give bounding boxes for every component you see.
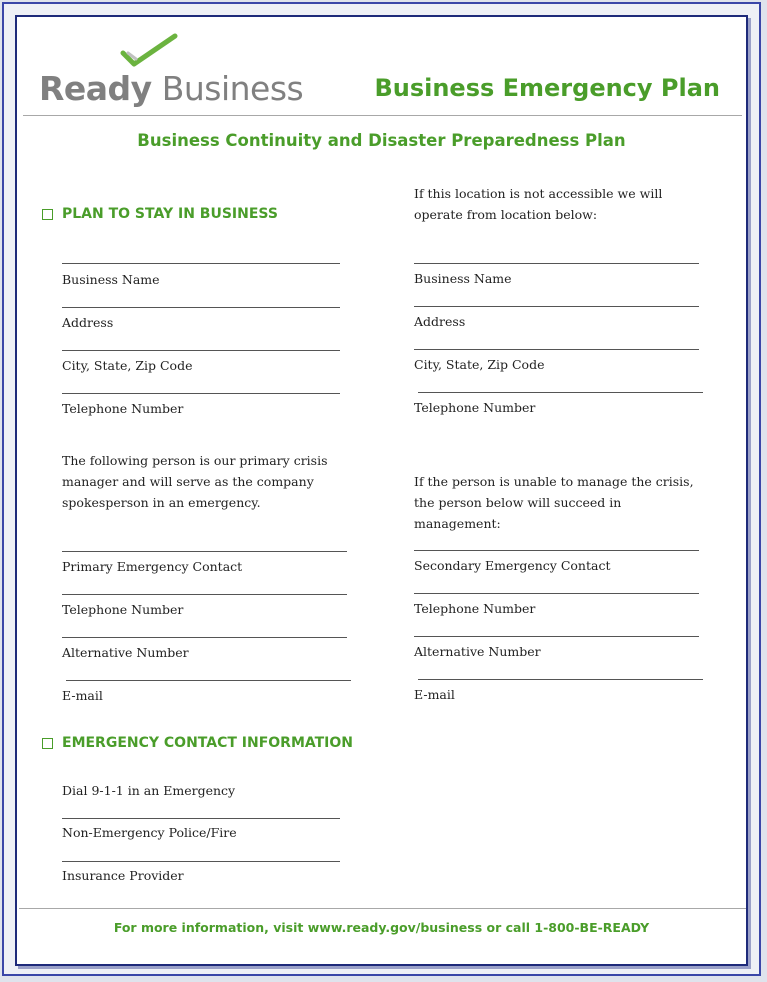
document-title: Business Emergency Plan <box>374 74 720 102</box>
primary-alt-number-label: Alternative Number <box>62 645 189 660</box>
secondary-telephone-line[interactable] <box>414 593 699 594</box>
address-label: Address <box>62 315 114 330</box>
document-subtitle: Business Continuity and Disaster Preparedness Plan <box>137 131 626 150</box>
alt-address-line[interactable] <box>414 306 699 307</box>
dial-911-text: Dial 9-1-1 in an Emergency <box>62 783 236 798</box>
telephone-label: Telephone Number <box>62 401 184 416</box>
address-line[interactable] <box>62 307 340 308</box>
police-fire-line[interactable] <box>62 818 340 819</box>
contact-section-heading <box>42 735 353 751</box>
logo-text <box>39 69 303 108</box>
checkbox-icon[interactable] <box>42 209 53 220</box>
city-state-zip-line[interactable] <box>62 350 340 351</box>
secondary-alt-number-line[interactable] <box>414 636 699 637</box>
document-page <box>15 15 748 966</box>
insurance-provider-label: Insurance Provider <box>62 868 184 883</box>
primary-email-label: E-mail <box>62 688 103 703</box>
alt-city-state-zip-label: City, State, Zip Code <box>414 357 545 372</box>
checkmark-icon <box>120 33 178 69</box>
secondary-alt-number-label: Alternative Number <box>414 644 541 659</box>
plan-section-title: PLAN TO STAY IN BUSINESS <box>62 206 278 222</box>
contact-section-title: EMERGENCY CONTACT INFORMATION <box>62 735 354 751</box>
successor-text: If the person is unable to manage the crisis, the person below will succeed in management: <box>414 474 694 531</box>
alt-business-name-line[interactable] <box>414 263 699 264</box>
primary-email-line[interactable] <box>66 680 351 681</box>
telephone-line[interactable] <box>62 393 340 394</box>
insurance-provider-line[interactable] <box>62 861 340 862</box>
alt-address-label: Address <box>414 314 466 329</box>
logo-business: Business <box>161 69 304 108</box>
primary-alt-number-line[interactable] <box>62 637 347 638</box>
secondary-contact-line[interactable] <box>414 550 699 551</box>
checkbox-icon[interactable] <box>42 738 53 749</box>
primary-contact-line[interactable] <box>62 551 347 552</box>
alt-telephone-line[interactable] <box>418 392 703 393</box>
footer-divider <box>19 908 746 909</box>
police-fire-label: Non-Emergency Police/Fire <box>62 825 237 840</box>
alternate-location-intro: If this location is not accessible we will operate from location below: <box>414 186 663 222</box>
plan-section-heading <box>42 206 278 222</box>
primary-telephone-label: Telephone Number <box>62 602 184 617</box>
secondary-telephone-label: Telephone Number <box>414 601 536 616</box>
primary-telephone-line[interactable] <box>62 594 347 595</box>
alt-business-name-label: Business Name <box>414 271 512 286</box>
city-state-zip-label: City, State, Zip Code <box>62 358 193 373</box>
secondary-email-line[interactable] <box>418 679 703 680</box>
business-name-label: Business Name <box>62 272 160 287</box>
footer-info: For more information, visit www.ready.gov/business or call 1-800-BE-READY <box>113 920 650 935</box>
secondary-email-label: E-mail <box>414 687 455 702</box>
crisis-manager-text: The following person is our primary crisis manager and will serve as the company spokesperson in an emergency. <box>62 453 328 510</box>
primary-contact-label: Primary Emergency Contact <box>62 559 243 574</box>
logo-ready: Ready <box>39 69 152 108</box>
business-name-line[interactable] <box>62 263 340 264</box>
header-divider <box>23 115 742 116</box>
alt-city-state-zip-line[interactable] <box>414 349 699 350</box>
alt-telephone-label: Telephone Number <box>414 400 536 415</box>
secondary-contact-label: Secondary Emergency Contact <box>414 558 611 573</box>
